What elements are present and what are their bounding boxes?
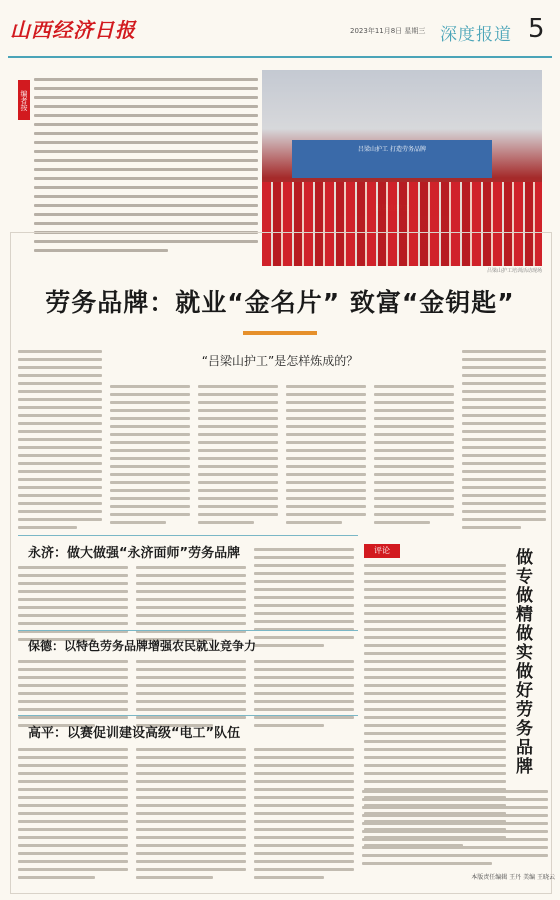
main-headline: 劳务品牌：就业“金名片” 致富“金钥匙”	[45, 288, 515, 317]
article-column	[198, 385, 278, 529]
article-column	[462, 350, 546, 534]
article-title-gaoping: 高平：以赛促训建设高级“电工”队伍	[28, 726, 241, 741]
section-divider	[18, 535, 358, 536]
article-column	[110, 385, 190, 529]
photo-caption: 吕梁山护工培训活动现场	[486, 268, 542, 274]
stage-text: 吕梁山护工 打造劳务品牌	[358, 146, 426, 153]
article-column	[286, 385, 366, 529]
editor-note-text	[34, 78, 258, 258]
section-divider	[18, 630, 358, 631]
dateline: 2023年11月8日 星期三	[350, 27, 426, 35]
headline-accent	[243, 331, 317, 335]
article-column	[18, 748, 128, 884]
newspaper-logo: 山西经济日报	[10, 18, 136, 42]
article-title-yongji: 永济：做大做强“永济面师”劳务品牌	[28, 546, 241, 561]
sub-headline: “吕梁山护工”是怎样炼成的？	[201, 354, 359, 368]
article-title-baode: 保德：以特色劳务品牌增强农民就业竞争力	[28, 639, 257, 653]
article-column	[254, 548, 354, 652]
masthead	[0, 0, 560, 62]
comment-body	[362, 790, 548, 870]
article-column	[136, 566, 246, 646]
article-column	[18, 350, 102, 534]
article-column	[374, 385, 454, 529]
stage-backdrop	[292, 140, 492, 178]
comment-title: 做专做精做实做好劳务品牌	[512, 548, 532, 776]
article-column	[136, 748, 246, 884]
page-number: 5	[528, 14, 545, 44]
page-footer: 本版责任编辑 王丹 美编 王晓云	[471, 874, 555, 881]
article-column	[254, 660, 354, 732]
editor-note-tag: 编者按	[18, 80, 30, 120]
section-divider	[18, 715, 358, 716]
masthead-rule	[8, 56, 552, 58]
article-column	[254, 748, 354, 884]
section-title: 深度报道	[440, 25, 512, 45]
article-column	[18, 566, 128, 646]
comment-tag: 评论	[364, 544, 400, 558]
